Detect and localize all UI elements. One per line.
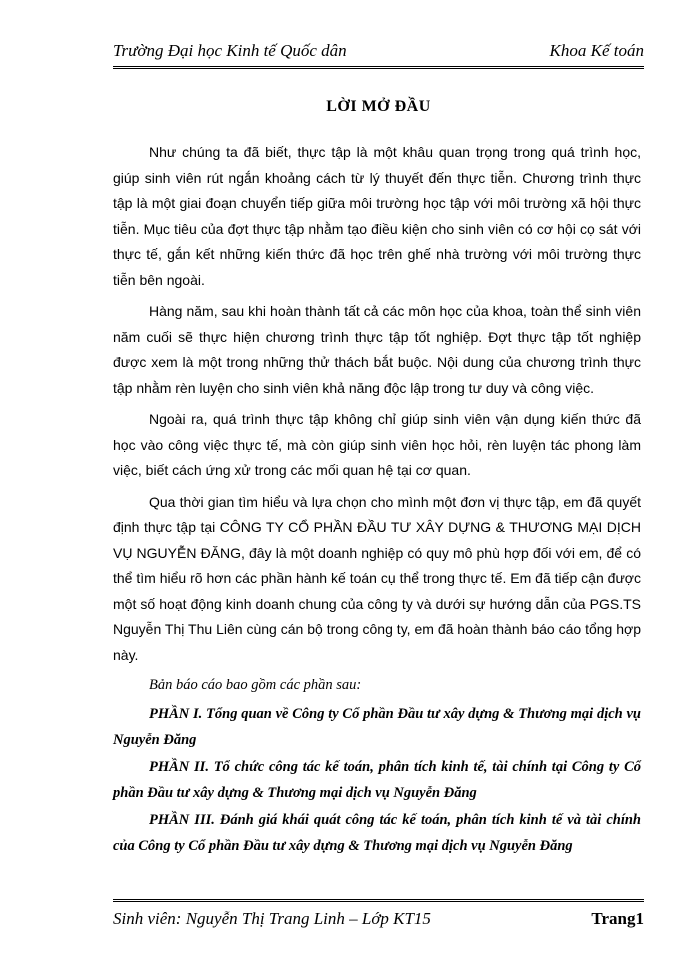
paragraph-4: Qua thời gian tìm hiểu và lựa chọn cho mình một đơn vị thực tập, em đã quyết định thực tập tại CÔNG TY CỔ PHẦN ĐẦU TƯ XÂY DỰNG & THƯƠNG MẠI DỊCH VỤ NGUYỄN ĐĂNG, đây là một doanh nghiệp có quy mô phù hợp đối với em, để có thể tìm hiểu rõ hơn các phần hành kế toán cụ thể trong thực tế. Em đã tiếp cận được một số hoạt động kinh doanh chung của công ty và dưới sự hướng dẫn của PGS.TS Nguyễn Thị Thu Liên cùng cán bộ trong công ty, em đã hoàn thành báo cáo tổng hợp này. xyxy=(113,493,641,663)
part-2: PHẦN II. Tổ chức công tác kế toán, phân tích kinh tế, tài chính tại Công ty Cổ phần Đầu tư xây dựng & Thương mại dịch vụ Nguyễn Đăng xyxy=(113,759,641,801)
document-title: LỜI MỞ ĐẦU xyxy=(326,98,431,115)
header-department: Khoa Kế toán xyxy=(549,41,644,60)
paragraph-1: Như chúng ta đã biết, thực tập là một khâu quan trọng trong quá trình học, giúp sinh viên rút ngắn khoảng cách từ lý thuyết đến thực tiễn. Chương trình thực tập là một giai đoạn chuyển tiếp giữa môi trường học tập với môi trường xã hội thực tiễn. Mục tiêu của đợt thực tập nhằm tạo điều kiện cho sinh viên có cơ hội cọ sát với thực tế, gắn kết những kiến thức đã học trên ghế nhà trường với môi trường thực tiễn bên ngoài. xyxy=(113,144,641,288)
paragraph-3: Ngoài ra, quá trình thực tập không chỉ giúp sinh viên vận dụng kiến thức đã học vào công việc thực tế, mà còn giúp sinh viên học hỏi, rèn luyện tác phong làm việc, biết cách ứng xử trong các mối quan hệ tại cơ quan. xyxy=(113,411,641,478)
document-body xyxy=(113,140,641,861)
part-3: PHẦN III. Đánh giá khái quát công tác kế toán, phân tích kinh tế và tài chính của Công ty Cổ phần Đầu tư xây dựng & Thương mại dịch vụ Nguyễn Đăng xyxy=(113,812,641,854)
part-1: PHẦN I. Tổng quan về Công ty Cổ phần Đầu tư xây dựng & Thương mại dịch vụ Nguyễn Đăng xyxy=(113,706,641,748)
page-header xyxy=(113,36,644,69)
header-university: Trường Đại học Kinh tế Quốc dân xyxy=(113,41,347,60)
page-footer xyxy=(113,899,644,942)
footer-student: Sinh viên: Nguyễn Thị Trang Linh – Lớp KT15 xyxy=(113,909,431,928)
paragraph-2: Hàng năm, sau khi hoàn thành tất cả các môn học của khoa, toàn thể sinh viên năm cuối sẽ thực hiện chương trình thực tập tốt nghiệp. Đợt thực tập tốt nghiệp được xem là một trong những thử thách bắt buộc. Nội dung của chương trình thực tập nhằm rèn luyện cho sinh viên khả năng độc lập trong tư duy và công việc. xyxy=(113,303,641,396)
parts-intro: Bản báo cáo bao gồm các phần sau: xyxy=(149,677,362,693)
page-number: Trang1 xyxy=(591,909,644,928)
